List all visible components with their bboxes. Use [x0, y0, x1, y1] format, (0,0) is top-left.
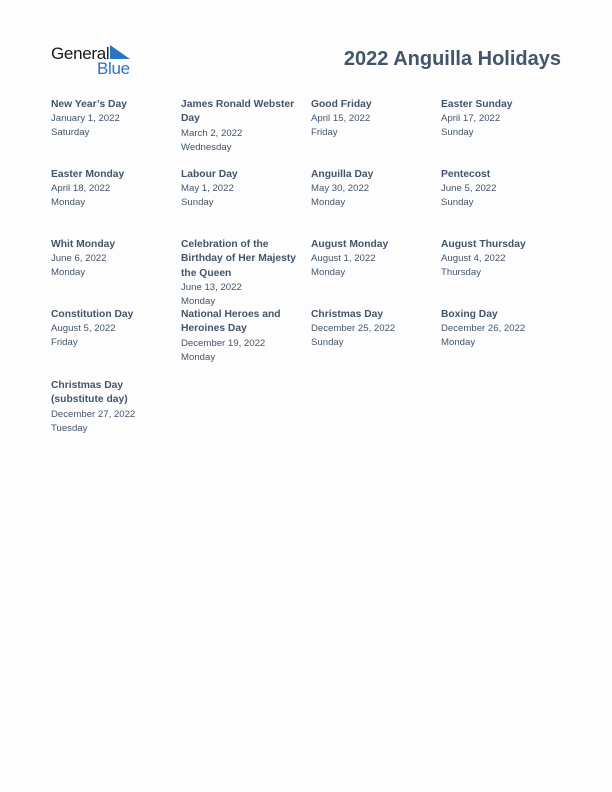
- holiday-weekday: Monday: [311, 267, 346, 279]
- holiday-name: Celebration of the Birthday of Her Majesty the Queen: [181, 239, 297, 279]
- holiday-name: Labour Day: [181, 169, 238, 180]
- holiday-date: December 26, 2022: [441, 323, 526, 335]
- holiday-item: [181, 238, 303, 309]
- holiday-date: May 1, 2022: [181, 183, 234, 195]
- generalblue-logo: [51, 43, 141, 79]
- holiday-item: [51, 98, 173, 140]
- holiday-weekday: Wednesday: [181, 141, 232, 153]
- holiday-name: Christmas Day: [311, 309, 384, 320]
- holiday-weekday: Monday: [311, 197, 346, 209]
- page-title: 2022 Anguilla Holidays: [343, 48, 561, 70]
- holiday-item: [441, 308, 563, 350]
- holiday-item: [441, 238, 563, 280]
- holiday-weekday: Monday: [441, 337, 476, 349]
- holiday-item: [51, 379, 173, 435]
- holiday-date: December 27, 2022: [51, 408, 136, 420]
- holiday-date: January 1, 2022: [51, 113, 120, 125]
- holiday-weekday: Sunday: [441, 197, 474, 209]
- holiday-name: Good Friday: [311, 99, 372, 110]
- holiday-name: Constitution Day: [51, 309, 134, 320]
- holiday-weekday: Monday: [51, 197, 86, 209]
- holiday-item: [181, 168, 303, 210]
- holiday-weekday: Sunday: [311, 337, 344, 349]
- holiday-weekday: Friday: [311, 127, 338, 139]
- holiday-name: New Year’s Day: [51, 99, 127, 110]
- holiday-item: [51, 238, 173, 280]
- holiday-weekday: Tuesday: [51, 422, 88, 434]
- holiday-weekday: Monday: [181, 351, 216, 363]
- holiday-date: June 5, 2022: [441, 183, 497, 195]
- holiday-item: [181, 308, 303, 364]
- holiday-name: August Thursday: [441, 239, 526, 250]
- holiday-weekday: Friday: [51, 337, 78, 349]
- holiday-weekday: Thursday: [441, 267, 481, 279]
- holiday-name: Christmas Day (substitute day): [51, 380, 128, 406]
- holiday-date: December 25, 2022: [311, 323, 396, 335]
- holiday-date: April 18, 2022: [51, 183, 111, 195]
- holiday-weekday: Sunday: [441, 127, 474, 139]
- holiday-item: [51, 168, 173, 210]
- holiday-name: Easter Monday: [51, 169, 125, 180]
- holiday-date: August 4, 2022: [441, 253, 506, 265]
- holiday-date: May 30, 2022: [311, 183, 370, 195]
- holiday-name: Pentecost: [441, 169, 491, 180]
- logo-blue-text: Blue: [97, 59, 130, 78]
- holiday-name: Anguilla Day: [311, 169, 374, 180]
- holiday-item: [311, 238, 433, 280]
- holiday-date: March 2, 2022: [181, 127, 243, 139]
- holiday-date: April 15, 2022: [311, 113, 371, 125]
- holiday-item: [181, 98, 303, 154]
- holiday-item: [311, 168, 433, 210]
- holiday-date: April 17, 2022: [441, 113, 501, 125]
- holiday-date: June 6, 2022: [51, 253, 107, 265]
- holiday-item: [441, 168, 563, 210]
- holiday-name: James Ronald Webster Day: [181, 99, 295, 125]
- holiday-name: Easter Sunday: [441, 99, 513, 110]
- holiday-item: [311, 98, 433, 140]
- holiday-weekday: Sunday: [181, 197, 214, 209]
- holiday-weekday: Monday: [181, 296, 216, 308]
- holiday-name: Boxing Day: [441, 309, 498, 320]
- holiday-weekday: Monday: [51, 267, 86, 279]
- holiday-date: June 13, 2022: [181, 282, 242, 294]
- holiday-weekday: Saturday: [51, 127, 90, 139]
- holiday-name: Whit Monday: [51, 239, 116, 250]
- holiday-item: [51, 308, 173, 350]
- logo-triangle-icon: [110, 45, 130, 59]
- holiday-date: August 1, 2022: [311, 253, 376, 265]
- logo-general-text: General: [51, 44, 110, 63]
- holiday-name: National Heroes and Heroines Day: [181, 309, 281, 335]
- holiday-date: August 5, 2022: [51, 323, 116, 335]
- holiday-item: [441, 98, 563, 140]
- holiday-item: [311, 308, 433, 350]
- holiday-name: August Monday: [311, 239, 389, 250]
- holiday-date: December 19, 2022: [181, 337, 266, 349]
